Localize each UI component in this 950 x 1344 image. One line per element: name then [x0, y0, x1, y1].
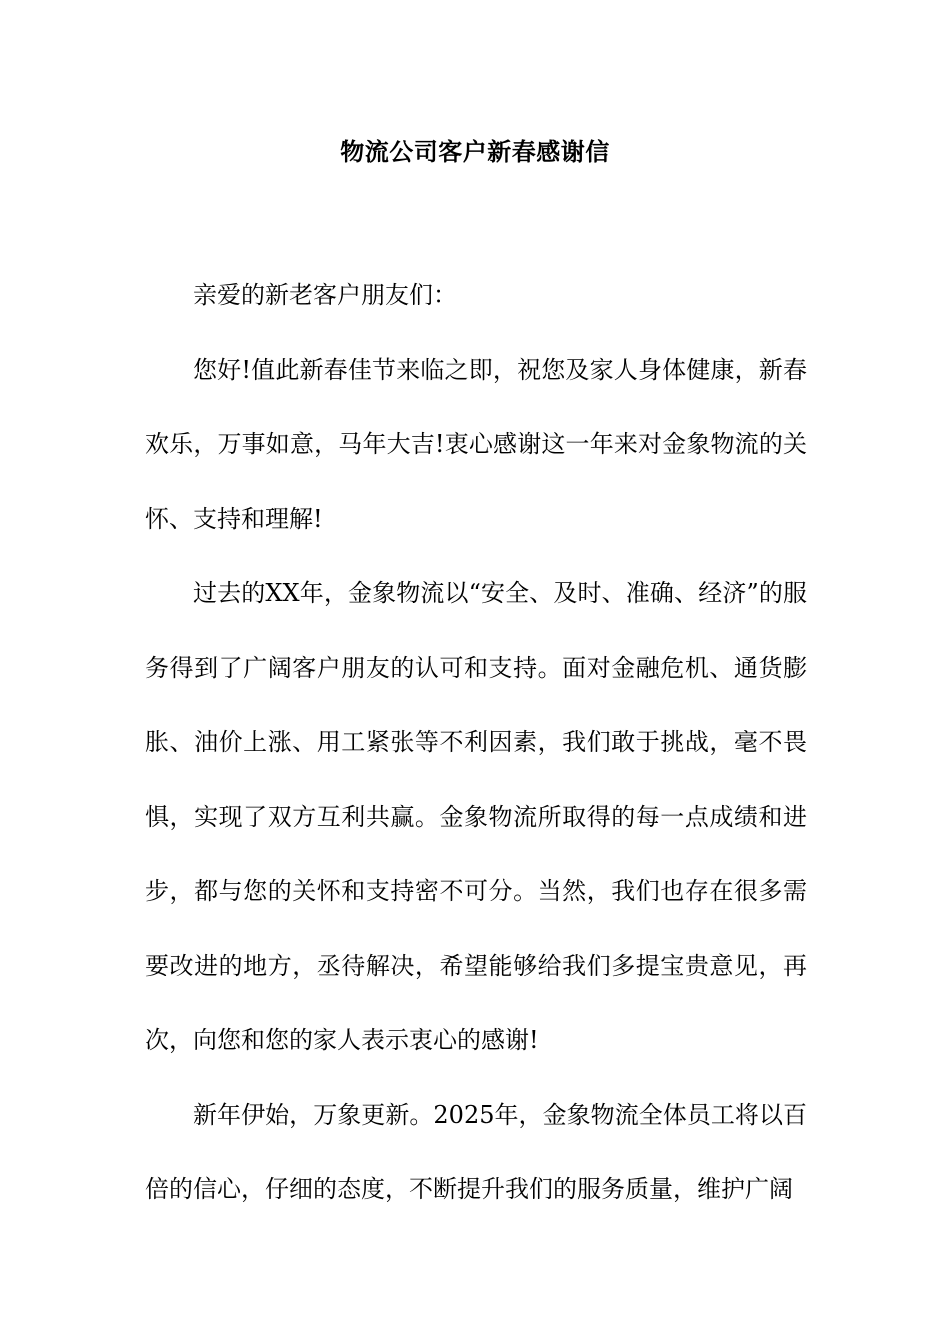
- document-title: 物流公司客户新春感谢信: [340, 137, 610, 166]
- greeting-paragraph: 亲爱的新老客户朋友们：: [193, 281, 457, 309]
- outlook-paragraph: 新年伊始，万象更新。2025年，金象物流全体员工将以百倍的信心，仔细的态度，不断提升我们的服务质量，维护广阔: [145, 1100, 807, 1203]
- letter-body: [145, 258, 807, 1227]
- review-paragraph: 过去的XX年，金象物流以“安全、及时、准确、经济”的服务得到了广阔客户朋友的认可和支持。面对金融危机、通货膨胀、油价上涨、用工紧张等不利因素，我们敢于挑战，毫不畏惧，实现了双方互利共赢。金象物流所取得的每一点成绩和进步，都与您的关怀和支持密不可分。当然，我们也存在很多需要改进的地方，丞待解决，希望能够给我们多提宝贵意见，再次，向您和您的家人表示衷心的感谢!: [145, 579, 807, 1054]
- blessing-paragraph: 您好!值此新春佳节来临之即，祝您及家人身体健康，新春欢乐，万事如意，马年大吉!衷心感谢这一年来对金象物流的关怀、支持和理解!: [145, 355, 807, 533]
